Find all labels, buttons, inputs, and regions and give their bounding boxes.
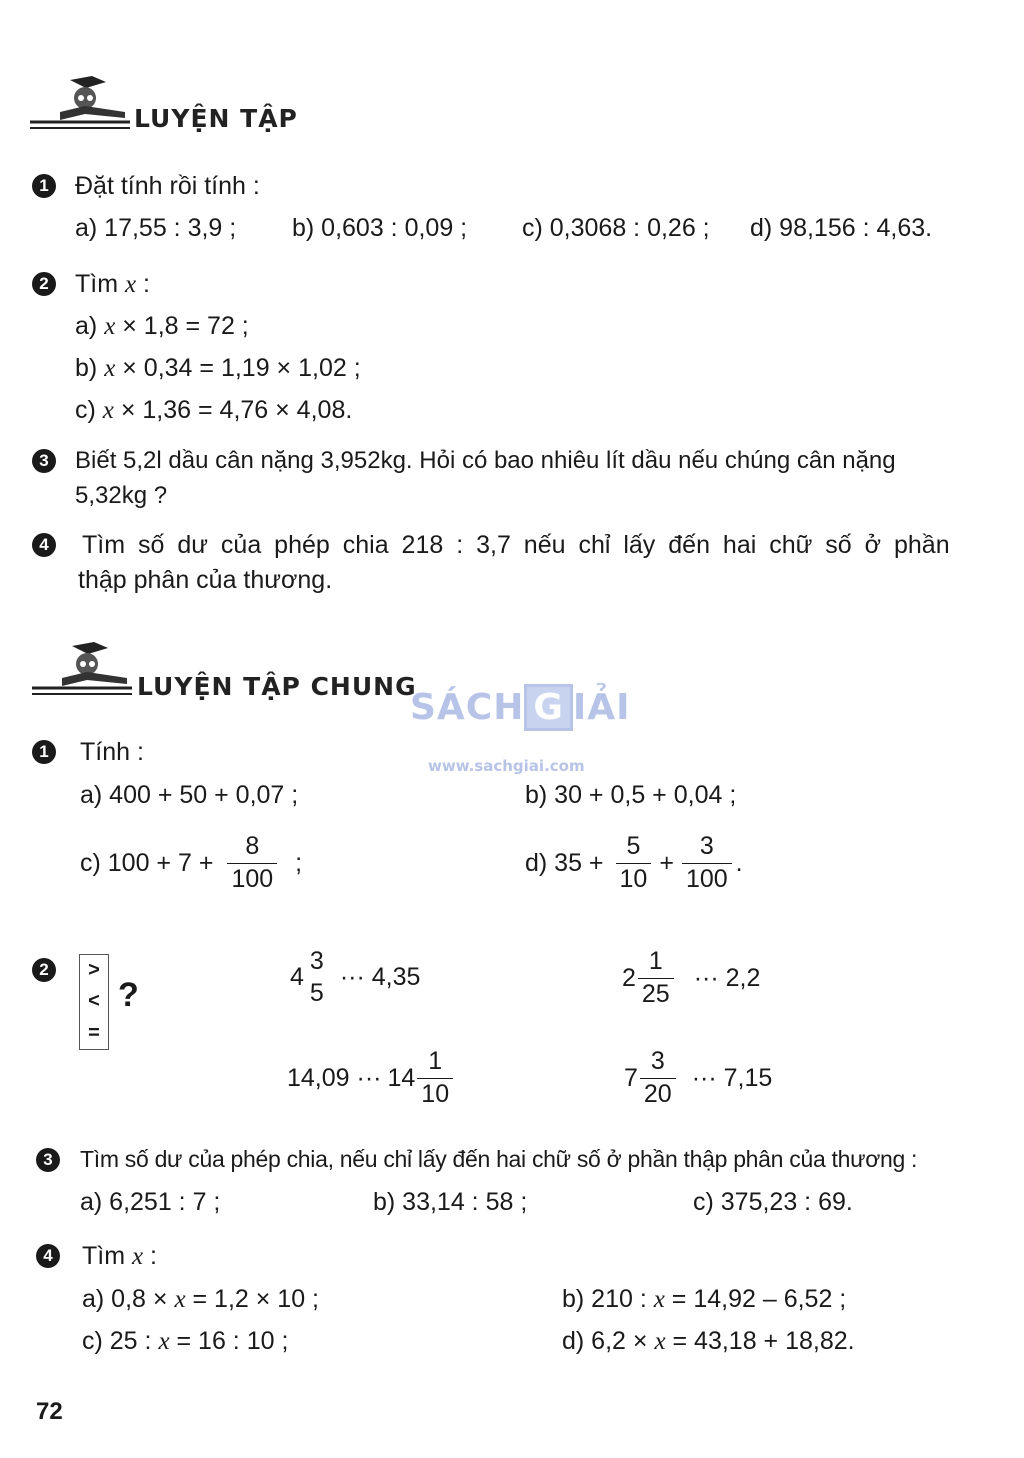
exercise-number-badge: 3: [36, 1148, 60, 1172]
question-mark: ?: [118, 976, 139, 1014]
exercise-prompt: Tìm x :: [75, 270, 151, 298]
exercise-text-line: Biết 5,2l dầu cân nặng 3,952kg. Hỏi có bao nhiêu lít dầu nếu chúng cân nặng: [75, 447, 896, 474]
comparison-item: 2 $\frac{1}{25}$ ··· 2,2: [622, 947, 761, 1008]
equation-line: b) 210 : x = 14,92 – 6,52 ;: [562, 1285, 847, 1313]
greater-than-symbol: >: [88, 959, 100, 982]
comparison-item: 4 3 5 ··· 4,35: [290, 947, 421, 1007]
exercise-item: c) 0,3068 : 0,26 ;: [522, 214, 710, 242]
exercise-number-badge: 2: [32, 958, 56, 982]
fraction: $\frac{3}{100}$: [682, 833, 732, 893]
exercise-text-line: Tìm số dư của phép chia 218 : 3,7 nếu chỉ lấy đến hai chữ số ở phần: [82, 531, 950, 559]
less-than-symbol: <: [88, 990, 100, 1013]
equation-line: b) x × 0,34 = 1,19 × 1,02 ;: [75, 354, 361, 382]
comparison-item: 7 $\frac{3}{20}$ ··· 7,15: [624, 1047, 773, 1108]
section-heading-luyen-tap: LUYỆN TẬP: [134, 104, 298, 133]
equation-line: a) x × 1,8 = 72 ;: [75, 312, 249, 340]
fraction: $\frac{5}{10}$: [616, 833, 652, 893]
exercise-item: a) 17,55 : 3,9 ;: [75, 214, 237, 242]
exercise-item: d) 98,156 : 4,63.: [750, 214, 933, 242]
watermark-logo: SÁCH G IẢI: [410, 684, 631, 731]
comparison-symbols-box: [79, 954, 109, 1050]
exercise-number-badge: 4: [36, 1244, 60, 1268]
equation-line: c) x × 1,36 = 4,76 × 4,08.: [75, 396, 353, 424]
exercise-prompt: Tính :: [80, 738, 144, 766]
section-heading-luyen-tap-chung: LUYỆN TẬP CHUNG: [137, 672, 417, 701]
exercise-item: a) 400 + 50 + 0,07 ;: [80, 781, 299, 809]
exercise-item: c) 375,23 : 69.: [693, 1188, 853, 1216]
page-number: 72: [36, 1398, 63, 1425]
fraction-expression-c: c) 100 + 7 + $\frac{8}{100}$ ;: [80, 832, 303, 893]
exercise-number-badge: 1: [32, 174, 56, 198]
exercise-text-line: 5,32kg ?: [75, 482, 168, 509]
exercise-item: b) 33,14 : 58 ;: [373, 1188, 528, 1216]
equation-line: d) 6,2 × x = 43,18 + 18,82.: [562, 1327, 855, 1355]
exercise-text-line: thập phân của thương.: [78, 566, 333, 594]
fraction: $\frac{8}{100}$: [227, 833, 277, 893]
exercise-number-badge: 4: [32, 533, 56, 557]
exercise-number-badge: 2: [32, 272, 56, 296]
exercise-item: a) 6,251 : 7 ;: [80, 1188, 221, 1216]
student-reading-icon: [32, 640, 132, 700]
exercise-item: b) 0,603 : 0,09 ;: [292, 214, 468, 242]
equals-symbol: =: [88, 1021, 100, 1044]
exercise-prompt: Tìm x :: [82, 1242, 158, 1270]
exercise-prompt: Tìm số dư của phép chia, nếu chỉ lấy đến hai chữ số ở phần thập phân của thương :: [80, 1146, 918, 1172]
student-reading-icon: [30, 74, 130, 134]
fraction-expression-d: d) 35 + $\frac{5}{10}$ + $\frac{3}{100}$ .: [525, 832, 743, 893]
comparison-item: 14,09 ··· 14 $\frac{1}{10}$: [287, 1048, 457, 1108]
exercise-number-badge: 3: [32, 449, 56, 473]
equation-line: a) 0,8 × x = 1,2 × 10 ;: [82, 1285, 319, 1313]
exercise-item: b) 30 + 0,5 + 0,04 ;: [525, 781, 737, 809]
exercise-prompt: Đặt tính rồi tính :: [75, 172, 260, 200]
exercise-number-badge: 1: [32, 740, 56, 764]
equation-line: c) 25 : x = 16 : 10 ;: [82, 1327, 289, 1355]
watermark-url: www.sachgiai.com: [428, 757, 585, 775]
